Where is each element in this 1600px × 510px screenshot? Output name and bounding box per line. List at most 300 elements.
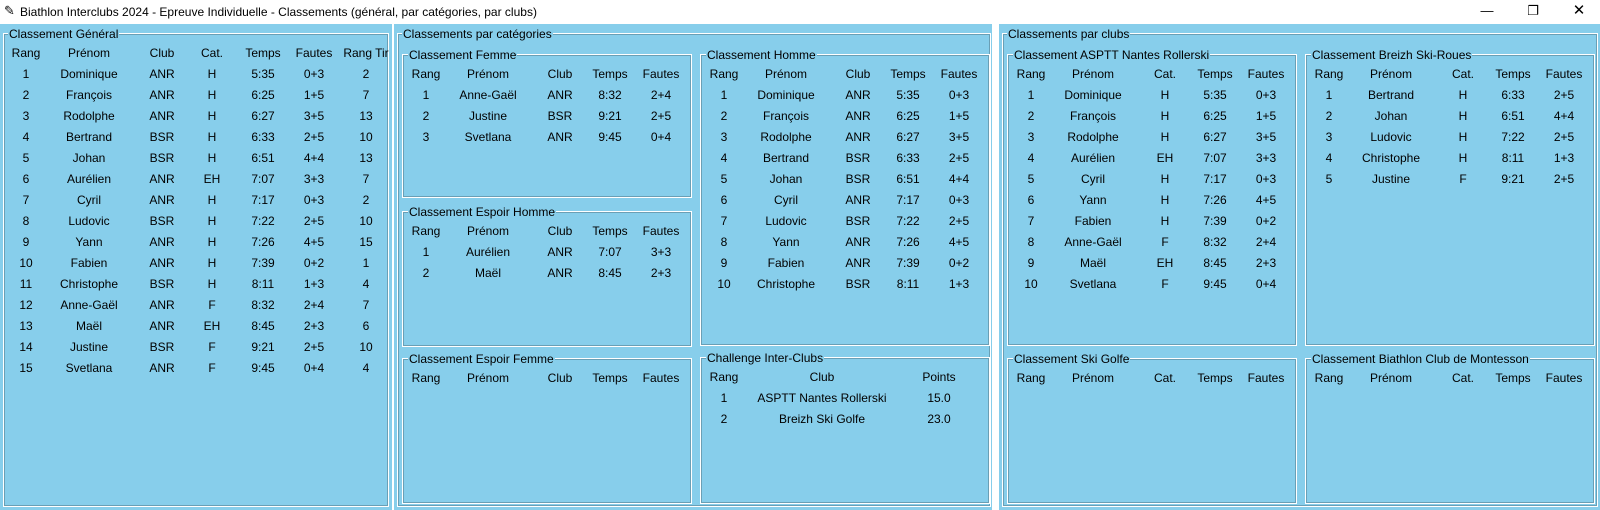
table-cell: H xyxy=(207,276,217,291)
table-cell: H xyxy=(1160,129,1170,144)
table-cell: 8:11 xyxy=(896,276,920,291)
column-header: Club xyxy=(547,66,573,81)
minimize-button[interactable]: — xyxy=(1480,3,1494,18)
table-cell: ANR xyxy=(149,87,175,102)
column-header: Temps xyxy=(592,66,628,81)
table-cell: 7:07 xyxy=(251,171,275,186)
table-cell: ANR xyxy=(845,234,871,249)
table-cell: 10 xyxy=(359,339,373,354)
table-cell: ANR xyxy=(845,255,871,270)
table-row xyxy=(8,294,396,315)
table-cell: Fabien xyxy=(767,255,805,270)
table-header-row xyxy=(408,63,690,84)
column-header: Prénom xyxy=(1071,66,1115,81)
table-cell: 9 xyxy=(22,234,30,249)
table-cell: 7:39 xyxy=(251,255,275,270)
table-cell: 2+5 xyxy=(948,213,970,228)
table-cell: 1 xyxy=(1027,87,1035,102)
table-cell: Cyril xyxy=(774,192,798,207)
table-row xyxy=(1311,168,1593,189)
column-header: Fautes xyxy=(940,66,978,81)
table-row xyxy=(8,126,396,147)
column-header: Fautes xyxy=(1247,66,1285,81)
table-cell: H xyxy=(1458,129,1468,144)
table-cell: 1+3 xyxy=(303,276,325,291)
column-header: Cat. xyxy=(200,45,223,60)
table-cell: 6:25 xyxy=(1203,108,1227,123)
column-header: Rang xyxy=(709,66,739,81)
table-cell: ANR xyxy=(547,265,573,280)
table-cell: 9:45 xyxy=(1203,276,1227,291)
table-cell: BSR xyxy=(547,108,573,123)
table-cell: 9 xyxy=(720,255,728,270)
table-cell: Dominique xyxy=(60,66,118,81)
table-cell: 7 xyxy=(1027,213,1035,228)
table-cell: Justine xyxy=(468,108,508,123)
table-cell: Aurélien xyxy=(1070,150,1116,165)
table-cell: H xyxy=(207,192,217,207)
table-cell: 8:11 xyxy=(251,276,275,291)
table-cell: Breizh Ski Golfe xyxy=(778,411,866,426)
table-cell: Svetlana xyxy=(1069,276,1117,291)
table-cell: 8:32 xyxy=(1203,234,1227,249)
table-cell: 1 xyxy=(720,87,728,102)
table-row xyxy=(8,147,396,168)
table-cell: ANR xyxy=(845,192,871,207)
table-cell: 2+5 xyxy=(1553,87,1575,102)
table-cell: 11 xyxy=(19,276,33,291)
column-header: Temps xyxy=(1197,370,1233,385)
table-cell: 10 xyxy=(359,129,373,144)
table-cell: Aurélien xyxy=(465,244,511,259)
column-header: Rang xyxy=(411,223,441,238)
table-cell: 3+3 xyxy=(303,171,325,186)
column-header: Club xyxy=(547,370,573,385)
table-cell: 9 xyxy=(1027,255,1035,270)
table-header-row xyxy=(706,63,988,84)
column-header: Cat. xyxy=(1451,66,1474,81)
table-cell: 2 xyxy=(362,66,370,81)
table-cell: 13 xyxy=(359,150,373,165)
table-cell: 8:32 xyxy=(598,87,622,102)
table-cell: F xyxy=(1161,276,1169,291)
column-header: Rang xyxy=(1314,66,1344,81)
table-cell: Christophe xyxy=(756,276,816,291)
table-cell: 9:21 xyxy=(1501,171,1525,186)
table-cell: Yann xyxy=(772,234,800,249)
column-header: Rang xyxy=(411,370,441,385)
table-row xyxy=(1013,147,1295,168)
table-cell: 1+3 xyxy=(948,276,970,291)
table-cell: 7:22 xyxy=(896,213,920,228)
column-header: Fautes xyxy=(642,223,680,238)
column-header: Fautes xyxy=(1545,66,1583,81)
table-cell: 7:26 xyxy=(896,234,920,249)
table-cell: 0+3 xyxy=(1255,171,1277,186)
maximize-button[interactable]: ❐ xyxy=(1527,3,1539,18)
espoir-femme-title: Classement Espoir Femme xyxy=(409,352,554,366)
table-cell: 7:39 xyxy=(1203,213,1227,228)
table-cell: Dominique xyxy=(757,87,815,102)
femme-table xyxy=(408,63,690,147)
table-cell: BSR xyxy=(149,276,175,291)
table-cell: 4+4 xyxy=(303,150,325,165)
table-cell: 2 xyxy=(22,87,30,102)
table-cell: H xyxy=(1160,87,1170,102)
table-cell: 4 xyxy=(1325,150,1333,165)
table-row xyxy=(706,387,976,408)
table-cell: 6:51 xyxy=(896,171,920,186)
table-cell: 1+3 xyxy=(1553,150,1575,165)
table-cell: 0+4 xyxy=(1255,276,1277,291)
table-cell: Ludovic xyxy=(68,213,110,228)
table-cell: ANR xyxy=(845,129,871,144)
table-cell: 5 xyxy=(1027,171,1035,186)
table-cell: 14 xyxy=(19,339,33,354)
table-cell: 2+5 xyxy=(948,150,970,165)
table-cell: BSR xyxy=(845,213,871,228)
table-cell: 0+2 xyxy=(948,255,970,270)
table-cell: 1+5 xyxy=(1255,108,1277,123)
table-cell: H xyxy=(1458,108,1468,123)
table-row xyxy=(8,63,396,84)
table-cell: 5:35 xyxy=(896,87,920,102)
table-cell: ANR xyxy=(149,108,175,123)
table-cell: BSR xyxy=(845,171,871,186)
ski-golfe-title: Classement Ski Golfe xyxy=(1014,352,1130,366)
table-cell: 6 xyxy=(22,171,30,186)
table-cell: Bertrand xyxy=(1367,87,1415,102)
table-cell: 6:27 xyxy=(1203,129,1227,144)
table-cell: EH xyxy=(203,318,221,333)
table-cell: 6:27 xyxy=(251,108,275,123)
table-row xyxy=(8,231,396,252)
column-header: Temps xyxy=(1495,66,1531,81)
table-row xyxy=(8,84,396,105)
ski-golfe-table xyxy=(1013,367,1295,388)
table-header-row xyxy=(706,366,976,387)
homme-title: Classement Homme xyxy=(707,48,816,62)
table-cell: ANR xyxy=(547,129,573,144)
table-cell: BSR xyxy=(149,150,175,165)
table-cell: Maël xyxy=(1079,255,1106,270)
table-cell: 4 xyxy=(362,276,370,291)
espoir-homme-title: Classement Espoir Homme xyxy=(409,205,556,219)
table-cell: 0+3 xyxy=(948,192,970,207)
table-cell: F xyxy=(1459,171,1467,186)
column-header: Rang xyxy=(411,66,441,81)
table-cell: 7 xyxy=(362,297,370,312)
table-cell: ANR xyxy=(149,234,175,249)
table-cell: 4+4 xyxy=(948,171,970,186)
close-button[interactable]: ✕ xyxy=(1572,2,1586,19)
column-header: Prénom xyxy=(67,45,111,60)
table-cell: ANR xyxy=(149,318,175,333)
table-row xyxy=(1013,105,1295,126)
table-cell: 3 xyxy=(1325,129,1333,144)
column-header: Prénom xyxy=(1369,66,1413,81)
table-cell: Rodolphe xyxy=(760,129,812,144)
table-cell: Rodolphe xyxy=(63,108,115,123)
table-cell: ANR xyxy=(149,171,175,186)
table-cell: BSR xyxy=(149,129,175,144)
table-cell: ANR xyxy=(845,87,871,102)
column-header: Prénom xyxy=(1071,370,1115,385)
table-cell: Fabien xyxy=(1074,213,1112,228)
table-cell: 13 xyxy=(19,318,33,333)
column-header: Club xyxy=(809,369,835,384)
table-cell: 3 xyxy=(22,108,30,123)
table-row xyxy=(8,273,396,294)
table-cell: F xyxy=(1161,234,1169,249)
table-cell: Johan xyxy=(72,150,106,165)
column-header: Prénom xyxy=(466,370,510,385)
feather-icon: ✎ xyxy=(4,3,15,18)
table-row xyxy=(706,105,988,126)
table-row xyxy=(706,252,988,273)
table-cell: 8:45 xyxy=(598,265,622,280)
table-cell: 8:11 xyxy=(1501,150,1525,165)
table-cell: 3 xyxy=(1027,129,1035,144)
table-row xyxy=(1311,84,1593,105)
table-row xyxy=(706,126,988,147)
table-cell: 5 xyxy=(720,171,728,186)
table-cell: 23.0 xyxy=(927,411,951,426)
table-header-row xyxy=(8,42,396,63)
table-row xyxy=(706,147,988,168)
table-header-row xyxy=(1311,367,1593,388)
table-cell: 9:45 xyxy=(251,360,275,375)
table-cell: H xyxy=(207,66,217,81)
table-cell: Maël xyxy=(474,265,501,280)
table-row xyxy=(408,126,690,147)
table-cell: 6:33 xyxy=(1501,87,1525,102)
homme-table xyxy=(706,63,988,294)
table-cell: 6:51 xyxy=(251,150,275,165)
table-cell: Ludovic xyxy=(765,213,807,228)
table-cell: Ludovic xyxy=(1370,129,1412,144)
table-cell: 10 xyxy=(1024,276,1038,291)
table-cell: Svetlana xyxy=(65,360,113,375)
table-cell: 0+3 xyxy=(1255,87,1277,102)
column-header: Rang xyxy=(11,45,41,60)
table-cell: EH xyxy=(1156,150,1174,165)
column-header: Temps xyxy=(890,66,926,81)
table-cell: 8:45 xyxy=(1203,255,1227,270)
table-cell: 7 xyxy=(362,87,370,102)
table-cell: 6:25 xyxy=(251,87,275,102)
table-cell: BSR xyxy=(149,213,175,228)
table-cell: 6 xyxy=(720,192,728,207)
column-header: Temps xyxy=(245,45,281,60)
column-header: Prénom xyxy=(466,66,510,81)
column-header: Prénom xyxy=(764,66,808,81)
table-cell: 2+3 xyxy=(650,265,672,280)
table-cell: 2 xyxy=(362,192,370,207)
table-cell: 3 xyxy=(720,129,728,144)
table-row xyxy=(1013,231,1295,252)
table-cell: 6 xyxy=(1027,192,1035,207)
table-cell: Maël xyxy=(75,318,102,333)
table-cell: 7:26 xyxy=(1203,192,1227,207)
table-cell: 6:33 xyxy=(251,129,275,144)
table-cell: 10 xyxy=(19,255,33,270)
column-header: Fautes xyxy=(642,66,680,81)
column-header: Fautes xyxy=(295,45,333,60)
table-cell: H xyxy=(1458,87,1468,102)
table-row xyxy=(1013,168,1295,189)
table-cell: 5:35 xyxy=(1203,87,1227,102)
table-cell: 0+2 xyxy=(303,255,325,270)
window-titlebar xyxy=(0,0,1600,24)
table-row xyxy=(706,273,988,294)
table-cell: EH xyxy=(203,171,221,186)
table-cell: 4+5 xyxy=(303,234,325,249)
table-header-row xyxy=(1013,367,1295,388)
asptt-table xyxy=(1013,63,1295,294)
table-cell: 8:32 xyxy=(251,297,275,312)
general-table xyxy=(8,42,396,378)
table-cell: 4 xyxy=(22,129,30,144)
table-cell: 7:39 xyxy=(896,255,920,270)
table-row xyxy=(8,210,396,231)
table-cell: Anne-Gaël xyxy=(459,87,517,102)
column-header: Rang xyxy=(709,369,739,384)
table-row xyxy=(8,315,396,336)
table-cell: 3+3 xyxy=(650,244,672,259)
table-cell: 2+5 xyxy=(1553,129,1575,144)
table-cell: H xyxy=(207,234,217,249)
table-cell: 1+5 xyxy=(948,108,970,123)
table-header-row xyxy=(408,220,690,241)
table-cell: 0+3 xyxy=(303,66,325,81)
table-cell: 2+5 xyxy=(303,339,325,354)
table-row xyxy=(1013,210,1295,231)
table-cell: 2 xyxy=(1325,108,1333,123)
table-cell: BSR xyxy=(149,339,175,354)
column-header: Rang xyxy=(1016,66,1046,81)
table-cell: 6:25 xyxy=(896,108,920,123)
table-row xyxy=(408,262,690,283)
table-cell: 4 xyxy=(720,150,728,165)
table-cell: Yann xyxy=(1079,192,1107,207)
table-cell: 0+4 xyxy=(650,129,672,144)
table-cell: Anne-Gaël xyxy=(1064,234,1122,249)
table-cell: H xyxy=(1160,171,1170,186)
column-header: Temps xyxy=(1197,66,1233,81)
table-cell: 1+5 xyxy=(303,87,325,102)
column-header: Prénom xyxy=(1369,370,1413,385)
table-cell: 7:07 xyxy=(1203,150,1227,165)
table-header-row xyxy=(408,367,690,388)
table-cell: 2+3 xyxy=(1255,255,1277,270)
table-cell: 1 xyxy=(1325,87,1333,102)
table-cell: Cyril xyxy=(1081,171,1105,186)
table-cell: 7 xyxy=(362,171,370,186)
table-cell: 13 xyxy=(359,108,373,123)
espoir-homme-table xyxy=(408,220,690,283)
table-cell: ANR xyxy=(149,255,175,270)
table-cell: 7:07 xyxy=(598,244,622,259)
table-cell: 8:45 xyxy=(251,318,275,333)
table-cell: François xyxy=(762,108,809,123)
table-cell: ANR xyxy=(547,244,573,259)
table-cell: 0+4 xyxy=(303,360,325,375)
table-cell: H xyxy=(207,255,217,270)
espoir-femme-table xyxy=(408,367,690,388)
table-row xyxy=(8,189,396,210)
table-cell: Rodolphe xyxy=(1067,129,1119,144)
table-cell: Johan xyxy=(769,171,803,186)
table-cell: Dominique xyxy=(1064,87,1122,102)
table-row xyxy=(706,189,988,210)
table-cell: ANR xyxy=(149,360,175,375)
table-cell: ANR xyxy=(149,192,175,207)
table-cell: 2+4 xyxy=(650,87,672,102)
table-cell: 15.0 xyxy=(927,390,951,405)
table-cell: 3+5 xyxy=(303,108,325,123)
table-cell: 6:27 xyxy=(896,129,920,144)
table-cell: 8 xyxy=(22,213,30,228)
table-cell: Justine xyxy=(1371,171,1411,186)
table-cell: 1 xyxy=(362,255,370,270)
column-header: Club xyxy=(547,223,573,238)
asptt-title: Classement ASPTT Nantes Rollerski xyxy=(1014,48,1210,62)
table-cell: 0+3 xyxy=(948,87,970,102)
table-cell: Svetlana xyxy=(464,129,512,144)
table-cell: 7:17 xyxy=(896,192,920,207)
table-cell: ANR xyxy=(845,108,871,123)
column-header: Rang xyxy=(1016,370,1046,385)
table-row xyxy=(8,168,396,189)
montesson-title: Classement Biathlon Club de Montesson xyxy=(1312,352,1529,366)
montesson-table xyxy=(1311,367,1593,388)
column-header: Club xyxy=(845,66,871,81)
column-header: Rang Tir xyxy=(343,45,389,60)
table-cell: Bertrand xyxy=(762,150,810,165)
table-row xyxy=(1013,189,1295,210)
table-cell: F xyxy=(208,297,216,312)
table-cell: 5:35 xyxy=(251,66,275,81)
table-row xyxy=(8,357,396,378)
table-cell: ANR xyxy=(149,66,175,81)
table-cell: 7 xyxy=(720,213,728,228)
table-cell: Christophe xyxy=(1361,150,1421,165)
table-cell: H xyxy=(207,213,217,228)
table-cell: 4 xyxy=(362,360,370,375)
table-row xyxy=(8,105,396,126)
table-cell: 7:17 xyxy=(1203,171,1227,186)
column-header: Prénom xyxy=(466,223,510,238)
table-cell: 2 xyxy=(1027,108,1035,123)
table-cell: 15 xyxy=(359,234,373,249)
table-cell: Cyril xyxy=(77,192,101,207)
table-cell: 7:22 xyxy=(1501,129,1525,144)
breizh-roues-table xyxy=(1311,63,1593,189)
table-cell: Justine xyxy=(69,339,109,354)
table-cell: 9:21 xyxy=(598,108,622,123)
table-cell: Johan xyxy=(1374,108,1408,123)
table-cell: BSR xyxy=(845,276,871,291)
column-header: Cat. xyxy=(1153,370,1176,385)
table-cell: ANR xyxy=(149,297,175,312)
table-cell: 2+5 xyxy=(303,213,325,228)
table-row xyxy=(1311,147,1593,168)
table-cell: 2+5 xyxy=(303,129,325,144)
table-cell: 2 xyxy=(422,108,430,123)
table-cell: 3+3 xyxy=(1255,150,1277,165)
table-cell: H xyxy=(207,87,217,102)
